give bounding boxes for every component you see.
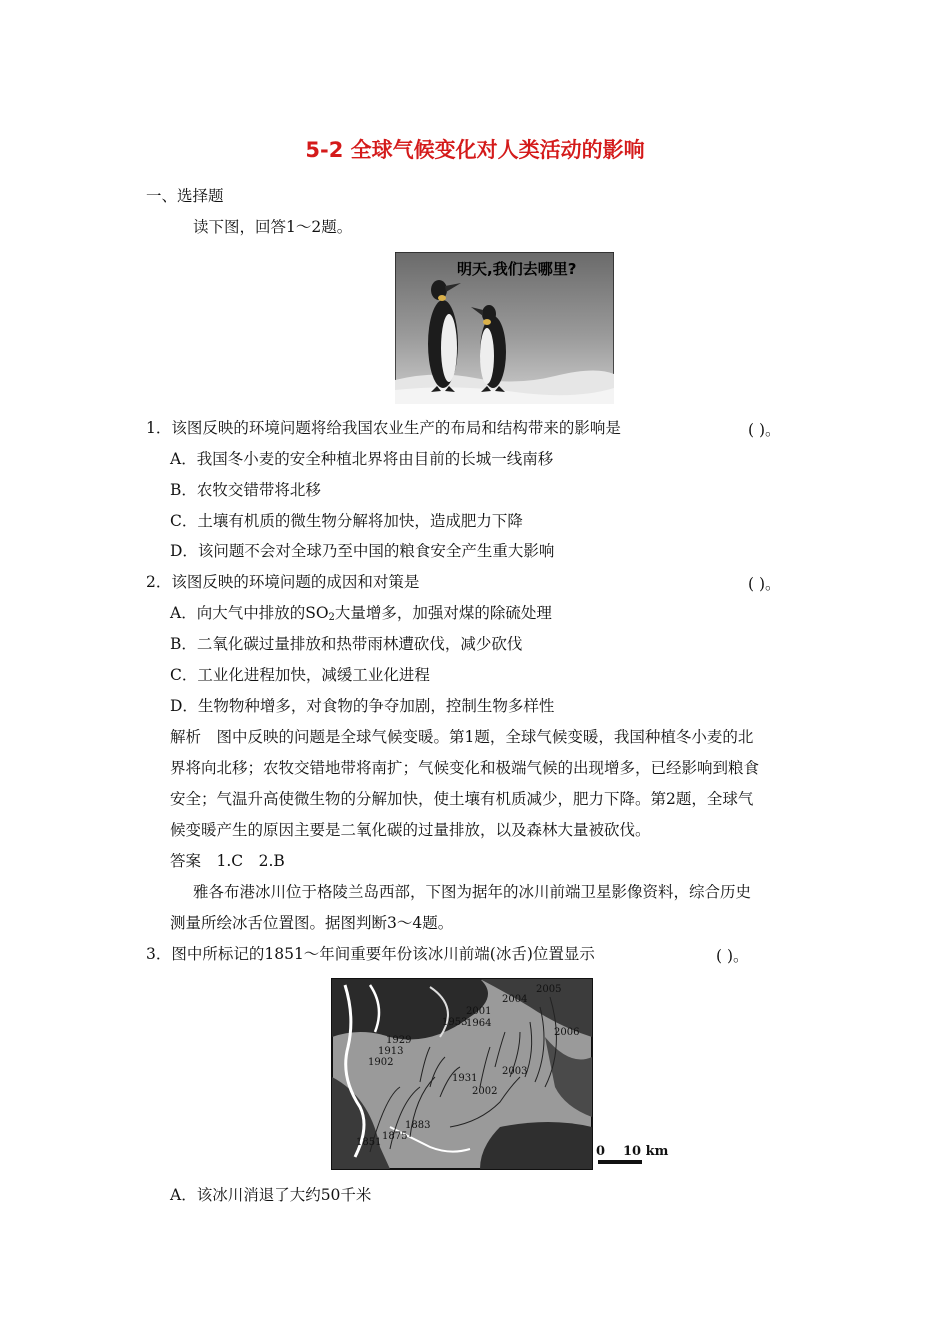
analysis-line-2: 界将向北移；农牧交错地带将南扩；气候变化和极端气候的出现增多，已经影响到粮食 — [170, 759, 760, 777]
year-label: 2002 — [472, 1086, 498, 1097]
year-label: 1875 — [382, 1131, 408, 1142]
figure-caption: 明天,我们去哪里? — [457, 260, 577, 278]
analysis-line-4: 候变暖产生的原因主要是二氧化碳的过量排放，以及森林大量被砍伐。 — [170, 821, 651, 839]
analysis-line-1: 解析 图中反映的问题是全球气候变暖。第1题，全球气候变暖，我国种植冬小麦的北 — [170, 728, 754, 746]
q2-answer-blank: ( )。 — [748, 575, 781, 593]
q2-option-d: D．生物物种增多，对食物的争夺加剧，控制生物多样性 — [170, 697, 555, 715]
q2-option-a-pre: A．向大气中排放的SO — [170, 604, 329, 622]
intro-text-2-line-2: 测量所绘冰舌位置图。据图判断3～4题。 — [170, 914, 454, 932]
year-label: 1913 — [378, 1046, 404, 1057]
q3-answer-blank: ( )。 — [716, 947, 749, 965]
q3-stem: 3．图中所标记的1851～年间重要年份该冰川前端(冰舌)位置显示 — [146, 945, 595, 963]
year-label: 1929 — [386, 1035, 412, 1046]
q1-answer-blank: ( )。 — [748, 421, 781, 439]
scale-zero: 0 — [596, 1144, 606, 1159]
glacier-map-figure — [330, 977, 675, 1173]
q1-option-d: D．该问题不会对全球乃至中国的粮食安全产生重大影响 — [170, 542, 555, 560]
year-label: 1953 — [442, 1017, 468, 1028]
year-label: 1883 — [405, 1120, 431, 1131]
year-label: 1851 — [356, 1137, 382, 1148]
year-label: 2005 — [536, 984, 562, 995]
scale-label: 10 km — [623, 1144, 669, 1159]
q1-option-b: B．农牧交错带将北移 — [170, 481, 321, 499]
year-label: 1964 — [466, 1018, 492, 1029]
q1-stem: 1．该图反映的环境问题将给我国农业生产的布局和结构带来的影响是 — [146, 419, 621, 437]
year-label: 1902 — [368, 1057, 394, 1068]
year-label: 2003 — [502, 1066, 528, 1077]
q2-option-b: B．二氧化碳过量排放和热带雨林遭砍伐，减少砍伐 — [170, 635, 523, 653]
q3-option-a: A．该冰川消退了大约50千米 — [170, 1186, 372, 1204]
scale-bar — [598, 1159, 643, 1165]
year-label: 2004 — [502, 994, 528, 1005]
q2-option-a-post: 大量增多，加强对煤的除硫处理 — [334, 604, 552, 622]
year-label: 1931 — [452, 1073, 478, 1084]
section-heading: 一、选择题 — [146, 187, 224, 205]
q1-option-c: C．土壤有机质的微生物分解将加快，造成肥力下降 — [170, 512, 523, 530]
answer-line: 答案 1.C 2.B — [170, 852, 285, 870]
q2-option-a — [170, 603, 552, 628]
analysis-line-3: 安全；气温升高使微生物的分解加快，使土壤有机质减少，肥力下降。第2题，全球气 — [170, 790, 754, 808]
q2-option-c: C．工业化进程加快，减缓工业化进程 — [170, 666, 430, 684]
q1-option-a: A．我国冬小麦的安全种植北界将由目前的长城一线南移 — [170, 450, 554, 468]
year-label: 2006 — [554, 1027, 580, 1038]
page-title: 5-2 全球气候变化对人类活动的影响 — [305, 138, 645, 162]
year-label: 2001 — [466, 1006, 492, 1017]
intro-text-2-line-1: 雅各布港冰川位于格陵兰岛西部，下图为据年的冰川前端卫星影像资料，综合历史 — [193, 883, 752, 901]
q2-stem: 2．该图反映的环境问题的成因和对策是 — [146, 573, 420, 591]
intro-text-1: 读下图，回答1～2题。 — [193, 218, 353, 236]
q2-option-a-sub: 2 — [328, 612, 335, 623]
penguin-figure — [395, 252, 614, 404]
